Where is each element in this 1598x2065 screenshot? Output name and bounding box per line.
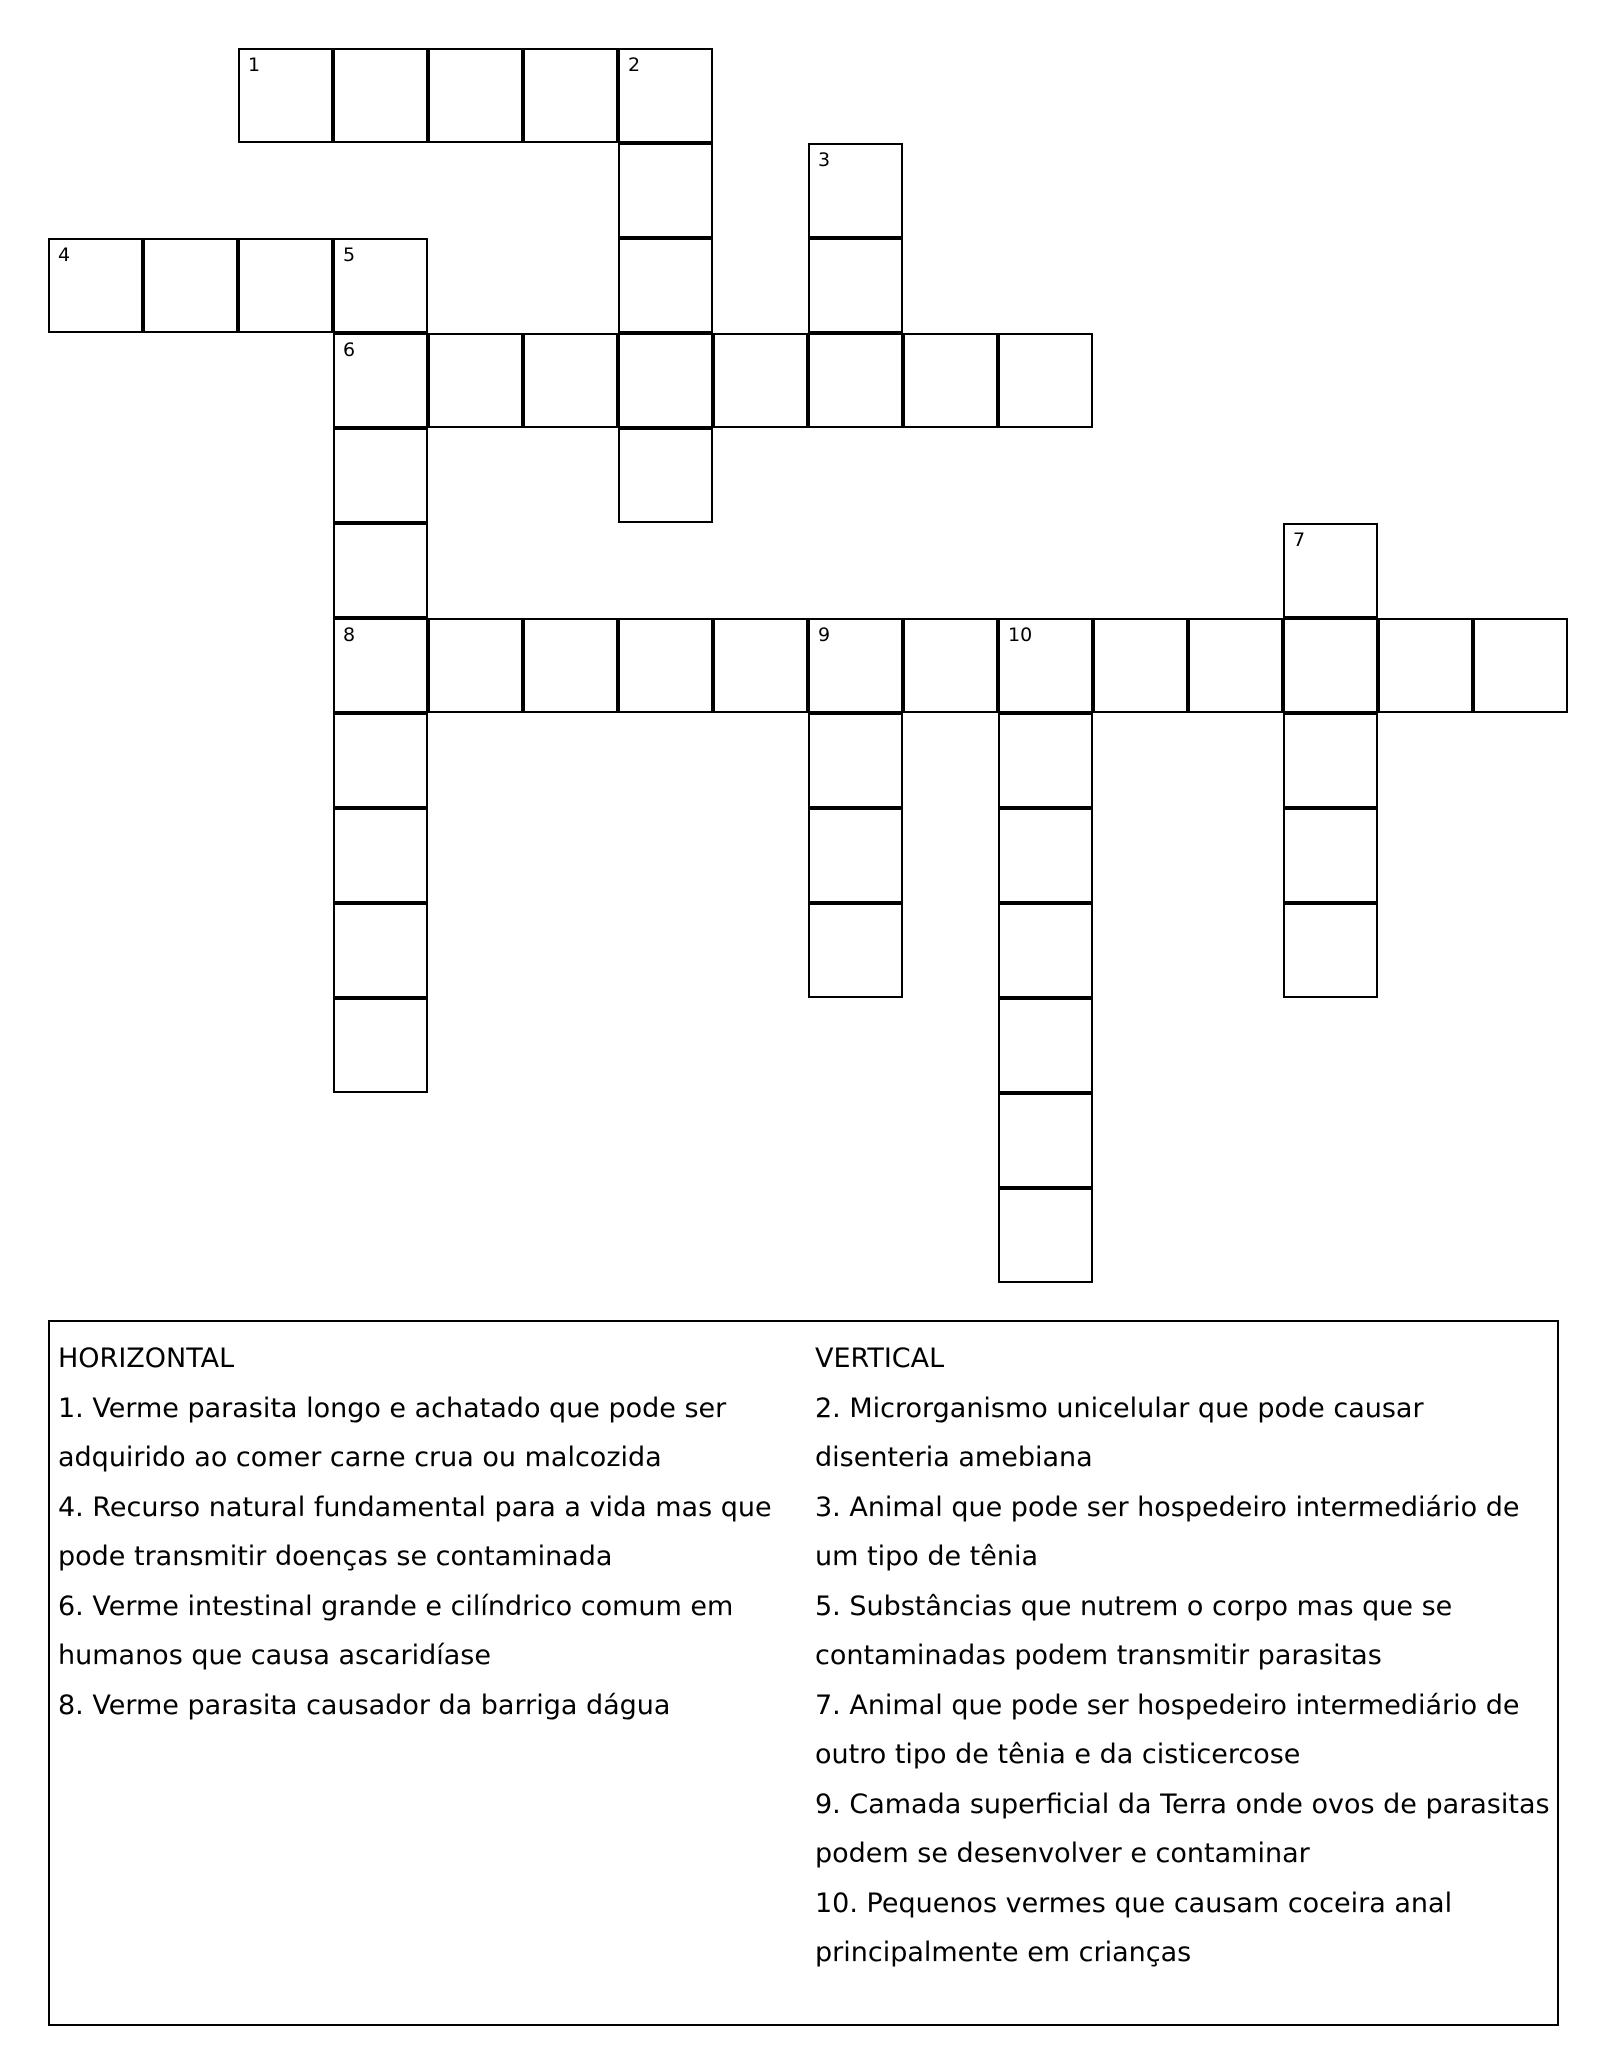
crossword-cell[interactable] <box>238 48 333 143</box>
crossword-cell[interactable] <box>808 333 903 428</box>
crossword-cell[interactable] <box>1283 808 1378 903</box>
crossword-cell[interactable] <box>808 238 903 333</box>
crossword-cell[interactable] <box>1473 618 1568 713</box>
crossword-cell[interactable] <box>618 48 713 143</box>
clue-line: principalmente em crianças <box>815 1937 1192 1968</box>
crossword-cell[interactable] <box>808 713 903 808</box>
crossword-cell[interactable] <box>1283 523 1378 618</box>
crossword-cell[interactable] <box>998 903 1093 998</box>
clue-line: disenteria amebiana <box>815 1442 1093 1473</box>
clue-number: 5 <box>343 244 356 266</box>
clue-number: 6 <box>343 339 356 361</box>
crossword-cell[interactable] <box>333 713 428 808</box>
crossword-cell[interactable] <box>333 618 428 713</box>
crossword-cell[interactable] <box>333 48 428 143</box>
crossword-cell[interactable] <box>998 998 1093 1093</box>
clue-number: 4 <box>58 244 71 266</box>
crossword-cell[interactable] <box>1188 618 1283 713</box>
clue-line: 9. Camada superficial da Terra onde ovos de parasitas <box>815 1788 1550 1820</box>
crossword-cell[interactable] <box>428 48 523 143</box>
clue-number: 9 <box>818 624 831 646</box>
horizontal-heading: HORIZONTAL <box>58 1343 235 1374</box>
horizontal-clues <box>58 1334 798 1730</box>
clue-line: 1. Verme parasita longo e achatado que pode ser <box>58 1392 727 1424</box>
crossword-cell[interactable] <box>713 618 808 713</box>
crossword-cell[interactable] <box>1283 713 1378 808</box>
crossword-cell[interactable] <box>1093 618 1188 713</box>
crossword-cell[interactable] <box>333 903 428 998</box>
crossword-cell[interactable] <box>998 333 1093 428</box>
crossword-cell[interactable] <box>808 903 903 998</box>
crossword-cell[interactable] <box>618 238 713 333</box>
clue-number: 2 <box>628 54 641 76</box>
crossword-cell[interactable] <box>333 808 428 903</box>
crossword-cell[interactable] <box>523 618 618 713</box>
clue-line: um tipo de tênia <box>815 1541 1039 1572</box>
crossword-cell[interactable] <box>998 713 1093 808</box>
crossword-cell[interactable] <box>428 333 523 428</box>
clue-line: 4. Recurso natural fundamental para a vida mas que <box>58 1491 772 1523</box>
crossword-cell[interactable] <box>333 428 428 523</box>
crossword-cell[interactable] <box>618 618 713 713</box>
clue-line: 2. Microrganismo unicelular que pode causar <box>815 1392 1424 1424</box>
clue-line: 8. Verme parasita causador da barriga dágua <box>58 1689 671 1721</box>
clue-number: 10 <box>1008 624 1033 646</box>
clue-line: pode transmitir doenças se contaminada <box>58 1541 613 1572</box>
clue-line: 6. Verme intestinal grande e cilíndrico comum em <box>58 1590 734 1622</box>
crossword-cell[interactable] <box>998 1188 1093 1283</box>
crossword-cell[interactable] <box>333 238 428 333</box>
clue-line: humanos que causa ascaridíase <box>58 1640 491 1671</box>
crossword-cell[interactable] <box>713 333 808 428</box>
crossword-cell[interactable] <box>143 238 238 333</box>
crossword-cell[interactable] <box>808 808 903 903</box>
crossword-cell[interactable] <box>998 1093 1093 1188</box>
crossword-cell[interactable] <box>48 238 143 333</box>
crossword-cell[interactable] <box>808 143 903 238</box>
crossword-cell[interactable] <box>808 618 903 713</box>
crossword-cell[interactable] <box>523 333 618 428</box>
clue-number: 7 <box>1293 529 1306 551</box>
clue-number: 3 <box>818 149 831 171</box>
vertical-heading: VERTICAL <box>815 1343 945 1374</box>
crossword-cell[interactable] <box>998 808 1093 903</box>
crossword-cell[interactable] <box>903 618 998 713</box>
crossword-cell[interactable] <box>1283 618 1378 713</box>
clue-line: 3. Animal que pode ser hospedeiro intermediário de <box>815 1491 1520 1523</box>
crossword-cell[interactable] <box>1283 903 1378 998</box>
crossword-cell[interactable] <box>333 523 428 618</box>
clue-line: podem se desenvolver e contaminar <box>815 1838 1310 1869</box>
crossword-cell[interactable] <box>618 428 713 523</box>
clue-line: 5. Substâncias que nutrem o corpo mas que se <box>815 1590 1453 1622</box>
clue-line: outro tipo de tênia e da cisticercose <box>815 1739 1301 1770</box>
crossword-cell[interactable] <box>618 333 713 428</box>
crossword-cell[interactable] <box>428 618 523 713</box>
clues-box <box>48 1320 1559 2026</box>
clue-line: adquirido ao comer carne crua ou malcozida <box>58 1442 662 1473</box>
crossword-cell[interactable] <box>1378 618 1473 713</box>
clue-number: 8 <box>343 624 356 646</box>
crossword-cell[interactable] <box>903 333 998 428</box>
crossword-cell[interactable] <box>618 143 713 238</box>
clue-line: 10. Pequenos vermes que causam coceira anal <box>815 1887 1453 1919</box>
crossword-cell[interactable] <box>998 618 1093 713</box>
clue-number: 1 <box>248 54 261 76</box>
crossword-cell[interactable] <box>333 333 428 428</box>
crossword-cell[interactable] <box>333 998 428 1093</box>
vertical-clues <box>815 1334 1555 1978</box>
clue-line: 7. Animal que pode ser hospedeiro intermediário de <box>815 1689 1520 1721</box>
crossword-cell[interactable] <box>523 48 618 143</box>
crossword-cell[interactable] <box>238 238 333 333</box>
clue-line: contaminadas podem transmitir parasitas <box>815 1640 1382 1671</box>
